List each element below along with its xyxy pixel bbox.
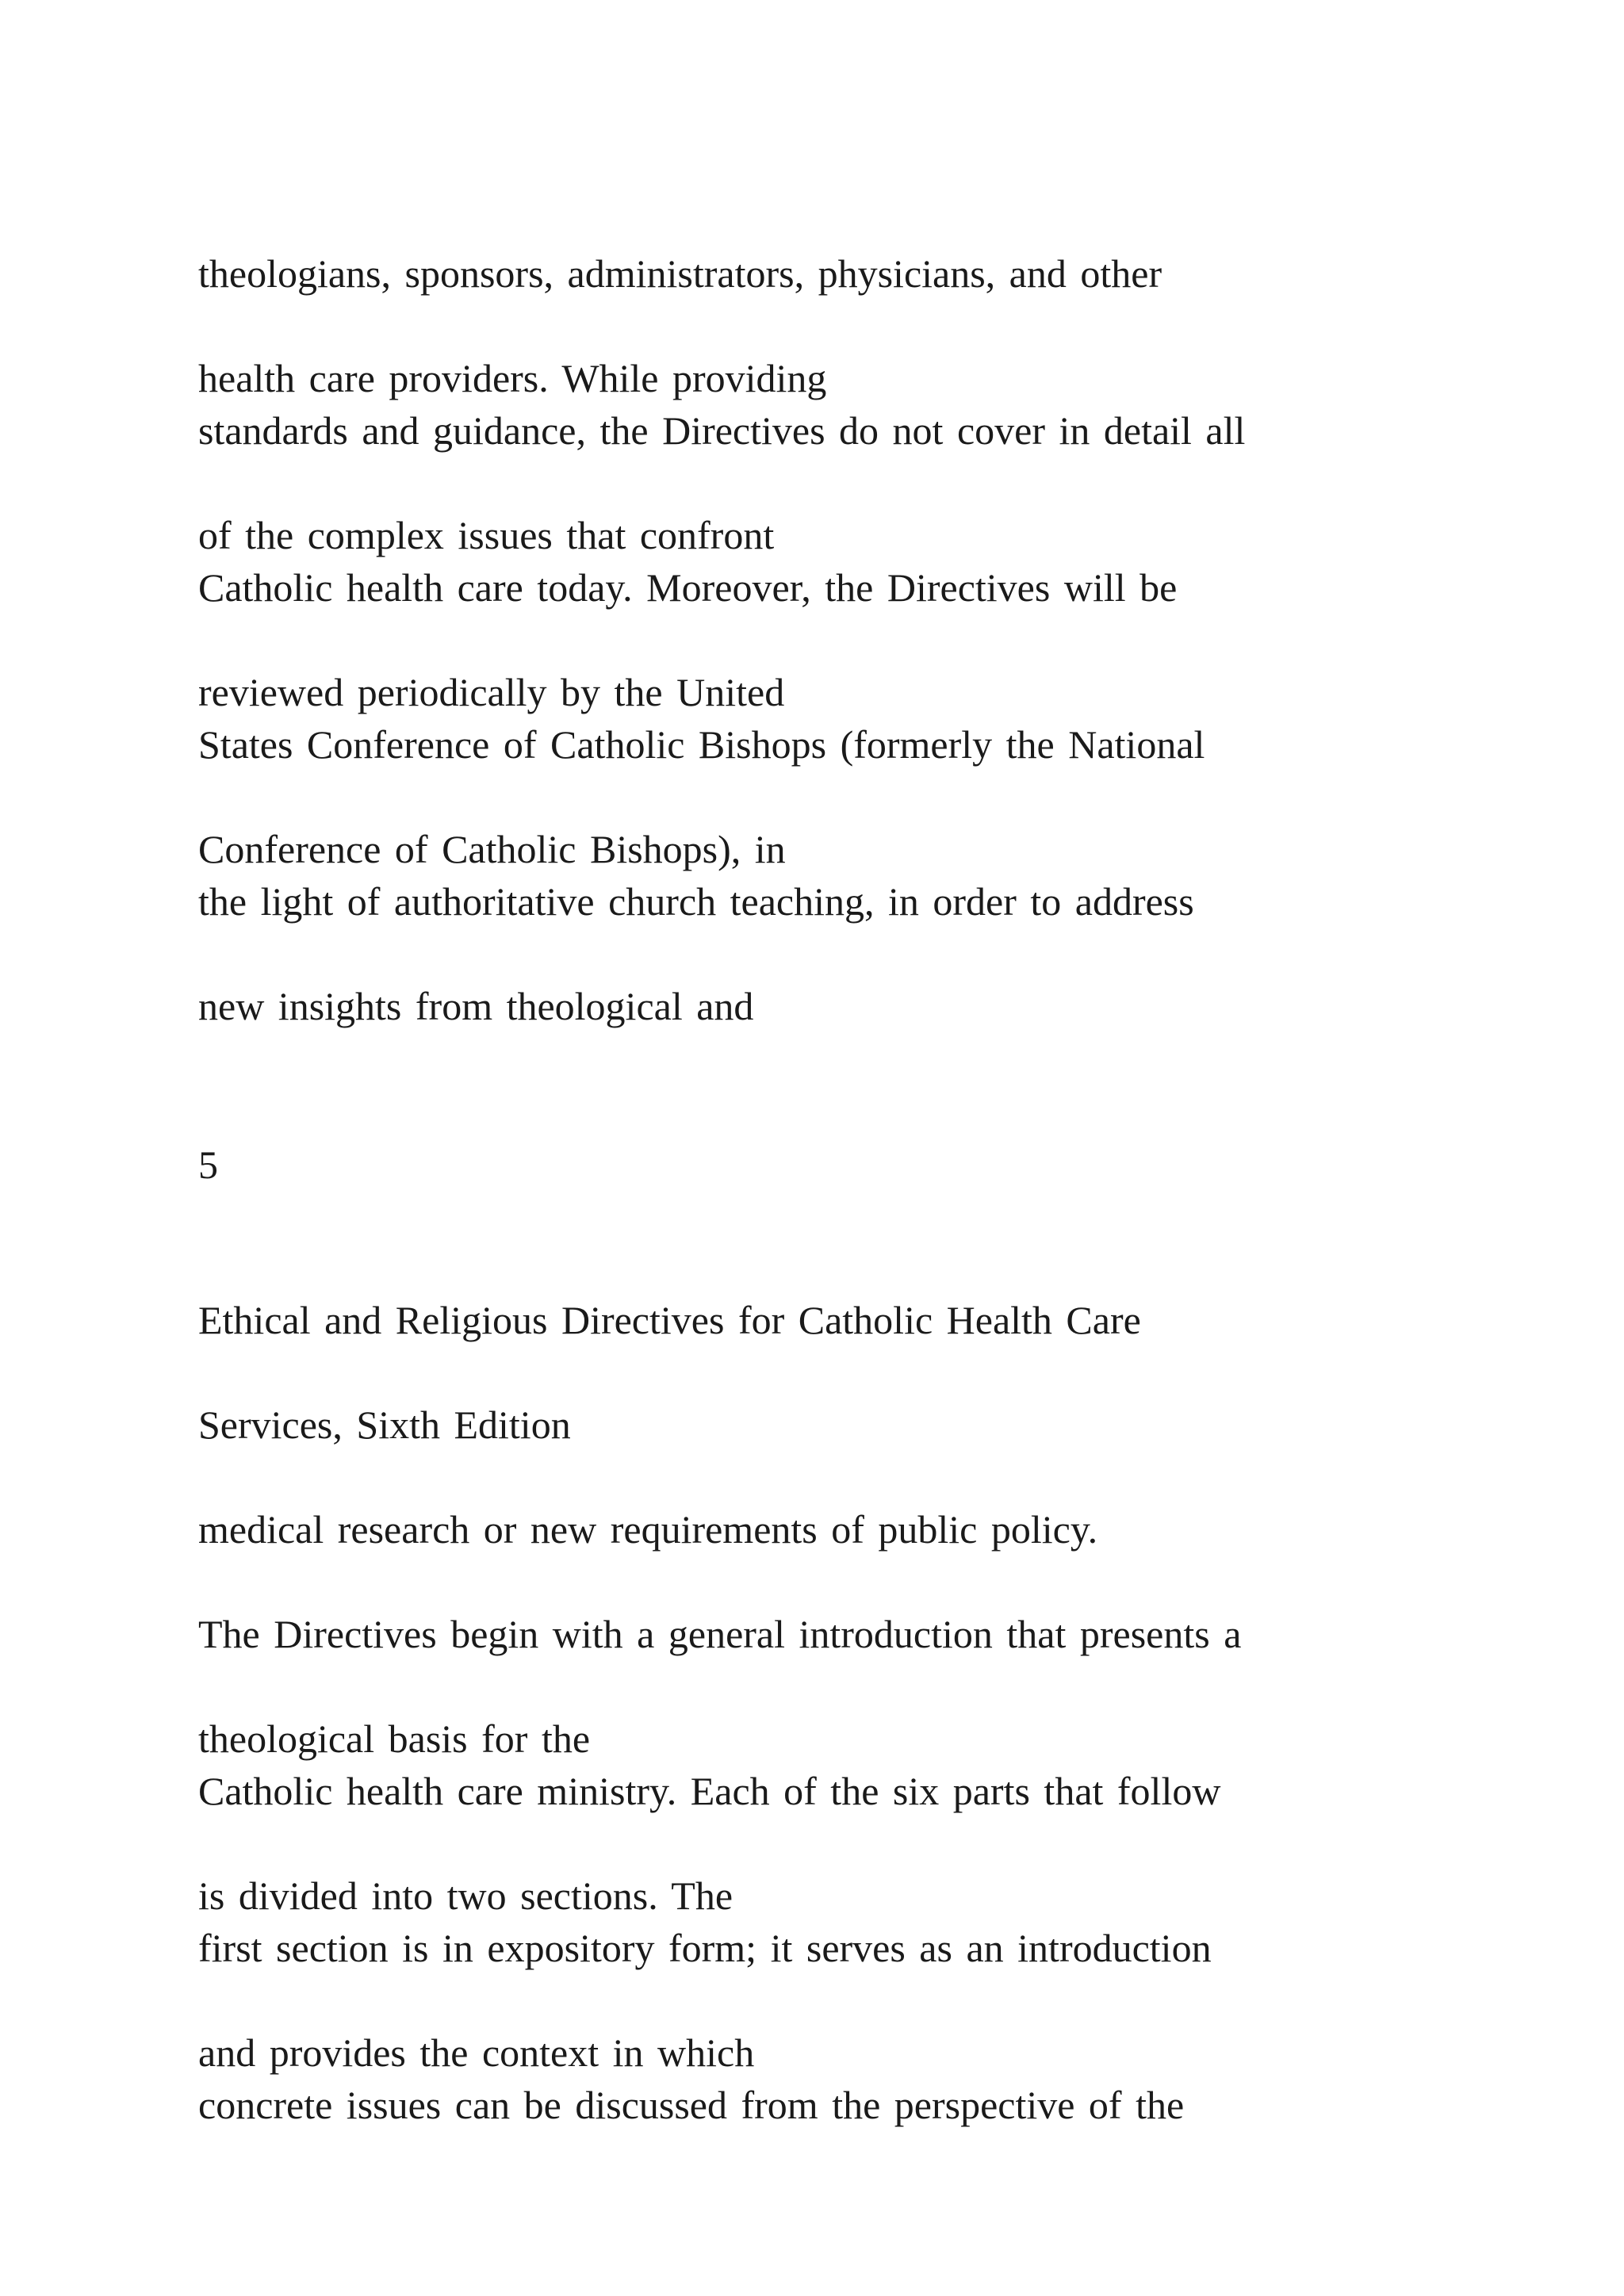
page-number-text: 5 [198,1142,218,1187]
paragraph-8-line-2: is divided into two sections. The [198,1873,733,1918]
paragraph-5-line-1: the light of authoritative church teaching, in order to address [198,879,1194,924]
running-header-line-2: Services, Sixth Edition [198,1402,571,1447]
paragraph-3-line-1: Catholic health care today. Moreover, the Directives will be [198,565,1178,610]
paragraph-9-line-2: and provides the context in which [198,2030,755,2075]
paragraph-10-line-1: concrete issues can be discussed from the perspective of the [198,2083,1185,2127]
paragraph-1-line-1: theologians, sponsors, administrators, physicians, and other [198,251,1162,296]
paragraph-7-line-2: theological basis for the [198,1716,591,1761]
paragraph-1-line-2: health care providers. While providing [198,356,827,400]
paragraph-5 [198,823,1507,1085]
page-number [198,1086,1507,1243]
paragraph-2-line-2: of the complex issues that confront [198,513,775,557]
paragraph-6-line-1: medical research or new requirements of public policy. [198,1507,1098,1552]
paragraph-4-line-2: Conference of Catholic Bishops), in [198,827,786,871]
paragraph-10 [198,2026,1507,2183]
paragraph-3-line-2: reviewed periodically by the United [198,670,785,714]
paragraph-7-line-1: The Directives begin with a general introduction that presents a [198,1612,1242,1656]
paragraph-5-line-2: new insights from theological and [198,984,754,1028]
paragraph-4-line-1: States Conference of Catholic Bishops (formerly the National [198,722,1205,767]
paragraph-9-line-1: first section is in expository form; it serves as an introduction [198,1926,1212,1970]
running-header-line-1: Ethical and Religious Directives for Catholic Health Care [198,1298,1141,1342]
paragraph-2-line-1: standards and guidance, the Directives do not cover in detail all [198,408,1246,453]
paragraph-8-line-1: Catholic health care ministry. Each of the six parts that follow [198,1769,1221,1813]
